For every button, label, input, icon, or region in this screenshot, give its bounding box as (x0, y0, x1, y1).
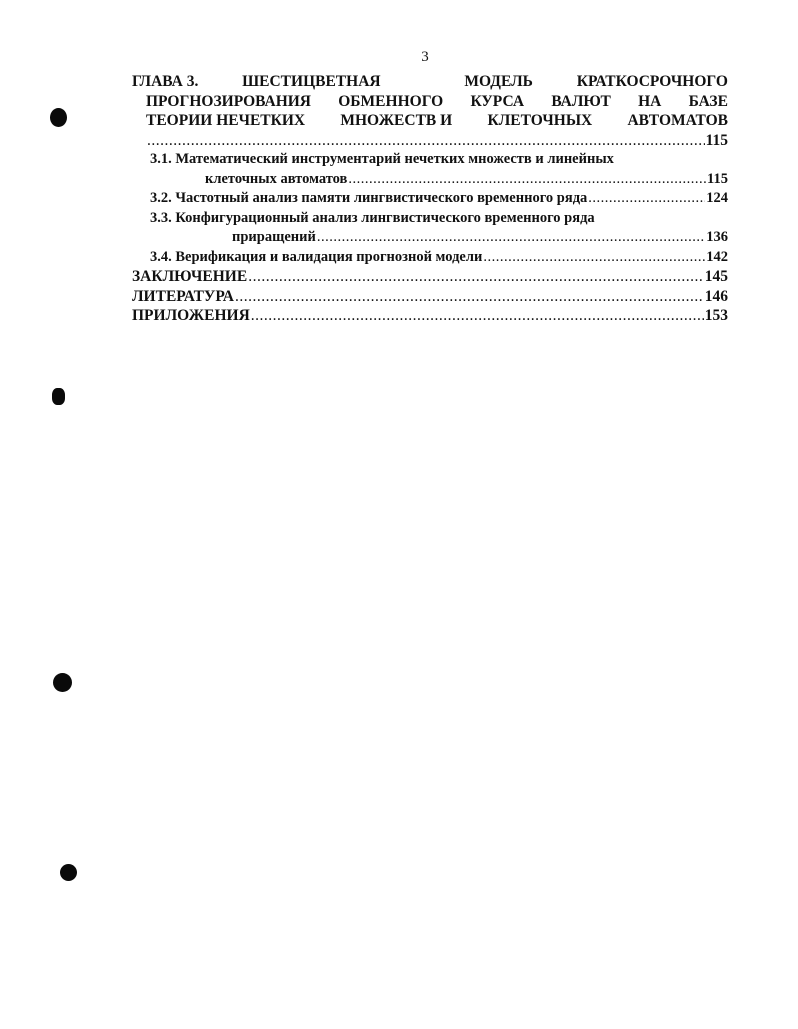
page-number: 3 (421, 49, 429, 65)
toc-section-3-4 (132, 248, 728, 268)
dot-leader (588, 189, 705, 209)
section-page: 124 (706, 190, 728, 206)
chapter-title-word: МНОЖЕСТВ И (340, 112, 453, 129)
toc-section-3-3-line-1: 3.3. Конфигурационный анализ лингвистического временного ряда (150, 209, 595, 226)
section-page: 142 (706, 248, 728, 265)
chapter-title-word: КРАТКОСРОЧНОГО (576, 73, 728, 90)
chapter-page-line (132, 131, 728, 151)
chapter-title-line-3 (132, 111, 728, 131)
toc-entry-page: 145 (704, 268, 728, 285)
section-label: клеточных автоматов (205, 170, 348, 187)
chapter-title-word: ВАЛЮТ (551, 92, 611, 110)
toc-entry-label: ЗАКЛЮЧЕНИЕ (132, 268, 248, 285)
dot-leader (483, 248, 705, 268)
chapter-title-word: ТЕОРИИ НЕЧЕТКИХ (146, 112, 306, 129)
section-label: приращений (232, 229, 316, 245)
toc-appendices (132, 306, 728, 326)
dot-leader (248, 267, 704, 287)
punch-hole-mark (50, 108, 67, 127)
chapter-page: 115 (705, 131, 728, 149)
chapter-title-word: ШЕСТИЦВЕТНАЯ (242, 73, 381, 90)
punch-hole-mark (52, 388, 65, 405)
chapter-title-line-2 (132, 92, 728, 112)
chapter-title-word: НА (638, 92, 662, 110)
toc-section-3-2 (132, 189, 728, 209)
chapter-title-word: МОДЕЛЬ (464, 73, 533, 90)
chapter-title-word: КУРСА (470, 92, 525, 110)
chapter-title-word: ГЛАВА 3. (132, 73, 199, 90)
toc-entry-page: 146 (704, 287, 728, 305)
dot-leader (348, 170, 706, 190)
chapter-title-word: ПРОГНОЗИРОВАНИЯ (146, 92, 311, 110)
dot-leader (251, 306, 704, 326)
dot-leader (147, 131, 705, 151)
toc-entry-page: 153 (704, 307, 728, 324)
punch-hole-mark (53, 673, 72, 692)
section-page: 115 (707, 170, 728, 187)
table-of-contents (132, 72, 728, 326)
section-label: 3.4. Верификация и валидация прогнозной модели (150, 248, 483, 265)
punch-hole-mark (60, 864, 77, 881)
chapter-title-word: ОБМЕННОГО (338, 92, 444, 110)
toc-section-3-1 (132, 170, 728, 190)
chapter-title-word: АВТОМАТОВ (627, 112, 728, 129)
section-page: 136 (706, 229, 728, 245)
toc-section-3-1-line-1: 3.1. Математический инструментарий нечетких множеств и линейных (150, 151, 614, 167)
toc-conclusion (132, 267, 728, 287)
toc-literature (132, 287, 728, 307)
section-label: 3.2. Частотный анализ памяти лингвистического временного ряда (150, 190, 588, 206)
dot-leader (235, 287, 704, 307)
toc-entry-label: ПРИЛОЖЕНИЯ (132, 307, 250, 324)
toc-section-3-3 (132, 228, 728, 248)
dot-leader (317, 228, 705, 248)
toc-entry-label: ЛИТЕРАТУРА (132, 287, 234, 305)
chapter-title-word: КЛЕТОЧНЫХ (487, 112, 593, 129)
chapter-title-word: БАЗЕ (688, 92, 728, 110)
chapter-title-line-1 (132, 72, 728, 92)
